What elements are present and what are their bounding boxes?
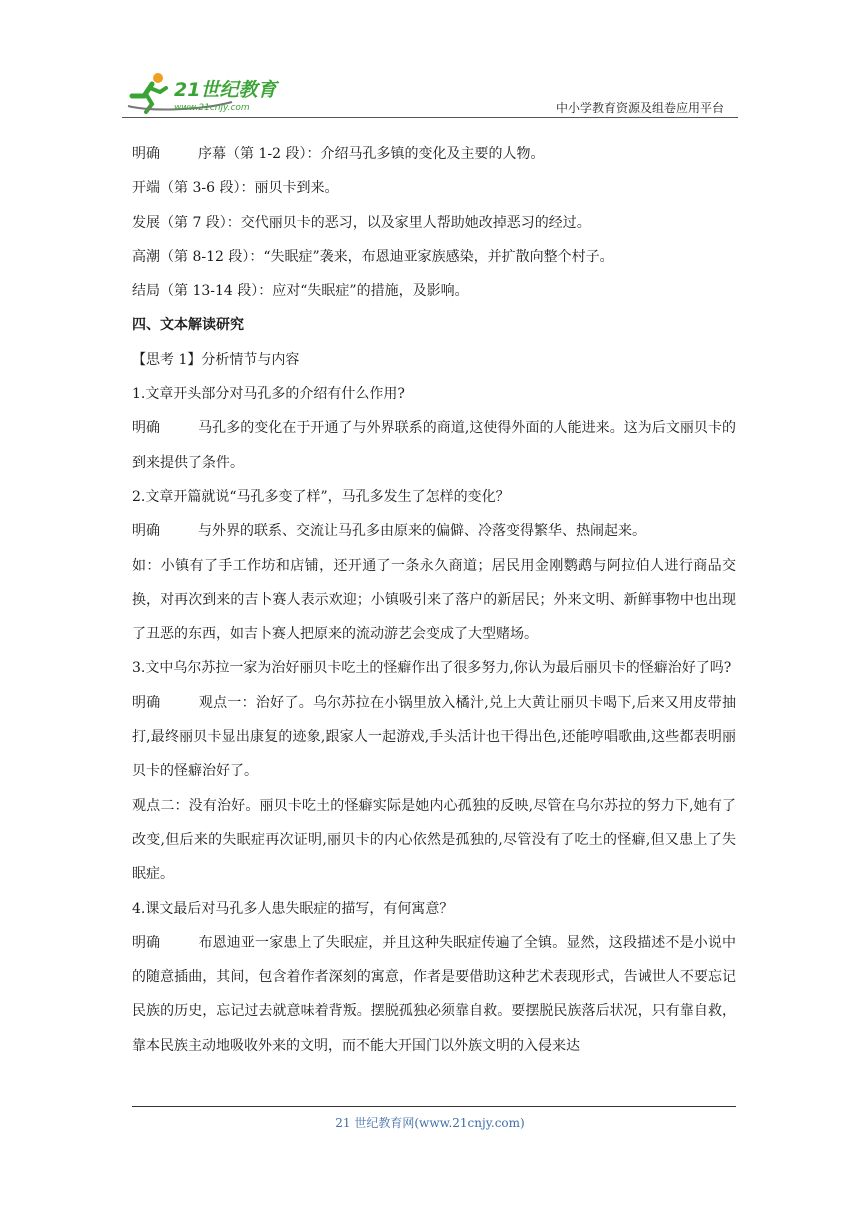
paragraph: 开端（第 3-6 段）：丽贝卡到来。 [132,180,339,197]
answer-label: 明确 [132,934,161,951]
logo-url: www.21cnjy.com [174,103,250,113]
answer [132,926,736,1063]
paragraph: 发展（第 7 段）：交代丽贝卡的恶习，以及家里人帮助她改掉恶习的经过。 [132,214,591,231]
answer-label: 明确 [132,523,160,540]
question: 3.文中乌尔苏拉一家为治好丽贝卡吃土的怪癖作出了很多努力,你认为最后丽贝卡的怪癖治好了吗? [132,660,732,677]
thinking-heading: 【思考 1】分析情节与内容 [132,351,300,368]
paragraph: 高潮（第 8-12 段）：“失眠症”袭来，布恩迪亚家族感染，并扩散向整个村子。 [132,248,614,265]
logo [122,66,292,116]
footer-divider [132,1106,736,1107]
paragraph [132,137,736,171]
paragraph-text: 序幕（第 1-2 段）：介绍马孔多镇的变化及主要的人物。 [198,146,545,162]
paragraph-text: 观点一：治好了。乌尔苏拉在小锅里放入橘汁,兑上大黄让丽贝卡喝下,后来又用皮带抽打,最终丽贝卡显出康复的迹象,跟家人一起游戏,手头活计也干得出色,还能哼唱歌曲,这些都表明丽贝卡的怪癖治好了。 [132,694,736,780]
paragraph: 观点二：没有治好。丽贝卡吃土的怪癖实际是她内心孤独的反映,尽管在乌尔苏拉的努力下,她有了改变,但后来的失眠症再次证明,丽贝卡的内心依然是孤独的,尽管没有了吃土的怪癖,但又患上了失眠症。 [132,797,736,883]
paragraph: 结局（第 13-14 段）：应对“失眠症”的措施，及影响。 [132,283,469,300]
logo-text: 21世纪教育 [174,79,277,101]
platform-name: 中小学教育资源及组卷应用平台 [555,101,724,115]
question: 4.课文最后对马孔多人患失眠症的描写，有何寓意？ [132,900,454,917]
question: 2.文章开篇就说“马孔多变了样”，马孔多发生了怎样的变化？ [132,488,510,505]
section-heading: 四、文本解读研究 [132,317,244,334]
paragraph-text: 与外界的联系、交流让马孔多由原来的偏僻、冷落变得繁华、热闹起来。 [198,523,646,540]
answer [132,411,736,480]
answer-label: 明确 [132,420,161,437]
answer-label: 明确 [132,694,161,711]
paragraph: 如：小镇有了手工作坊和店铺，还开通了一条永久商道；居民用金刚鹦鹉与阿拉伯人进行商品交换，对再次到来的吉卜赛人表示欢迎；小镇吸引来了落户的新居民；外来文明、新鲜事物中也出现了丑恶的东西，如吉卜赛人把原来的流动游艺会变成了大型赌场。 [132,557,736,643]
page-header [0,0,860,120]
footer-link[interactable]: 21 世纪教育网(www.21cnjy.com) [335,1116,525,1130]
document-body [132,137,736,1063]
answer [132,514,736,548]
paragraph-text: 布恩迪亚一家患上了失眠症，并且这种失眠症传遍了全镇。显然，这段描述不是小说中的随意插曲，其间，包含着作者深刻的寓意，作者是要借助这种艺术表现形式，告诫世人不要忘记民族的历史，忘记过去就意味着背叛。摆脱孤独必须靠自救。要摆脱民族落后状况，只有靠自救，靠本民族主动地吸收外来的文明，而不能大开国门以外族文明的入侵来达 [132,934,737,1054]
answer-label: 明确 [132,146,160,162]
question: 1.文章开头部分对马孔多的介绍有什么作用? [132,386,405,403]
paragraph-text: 马孔多的变化在于开通了与外界联系的商道,这使得外面的人能进来。这为后文丽贝卡的到来提供了条件。 [132,420,736,471]
answer [132,686,736,789]
header-divider [122,117,738,118]
